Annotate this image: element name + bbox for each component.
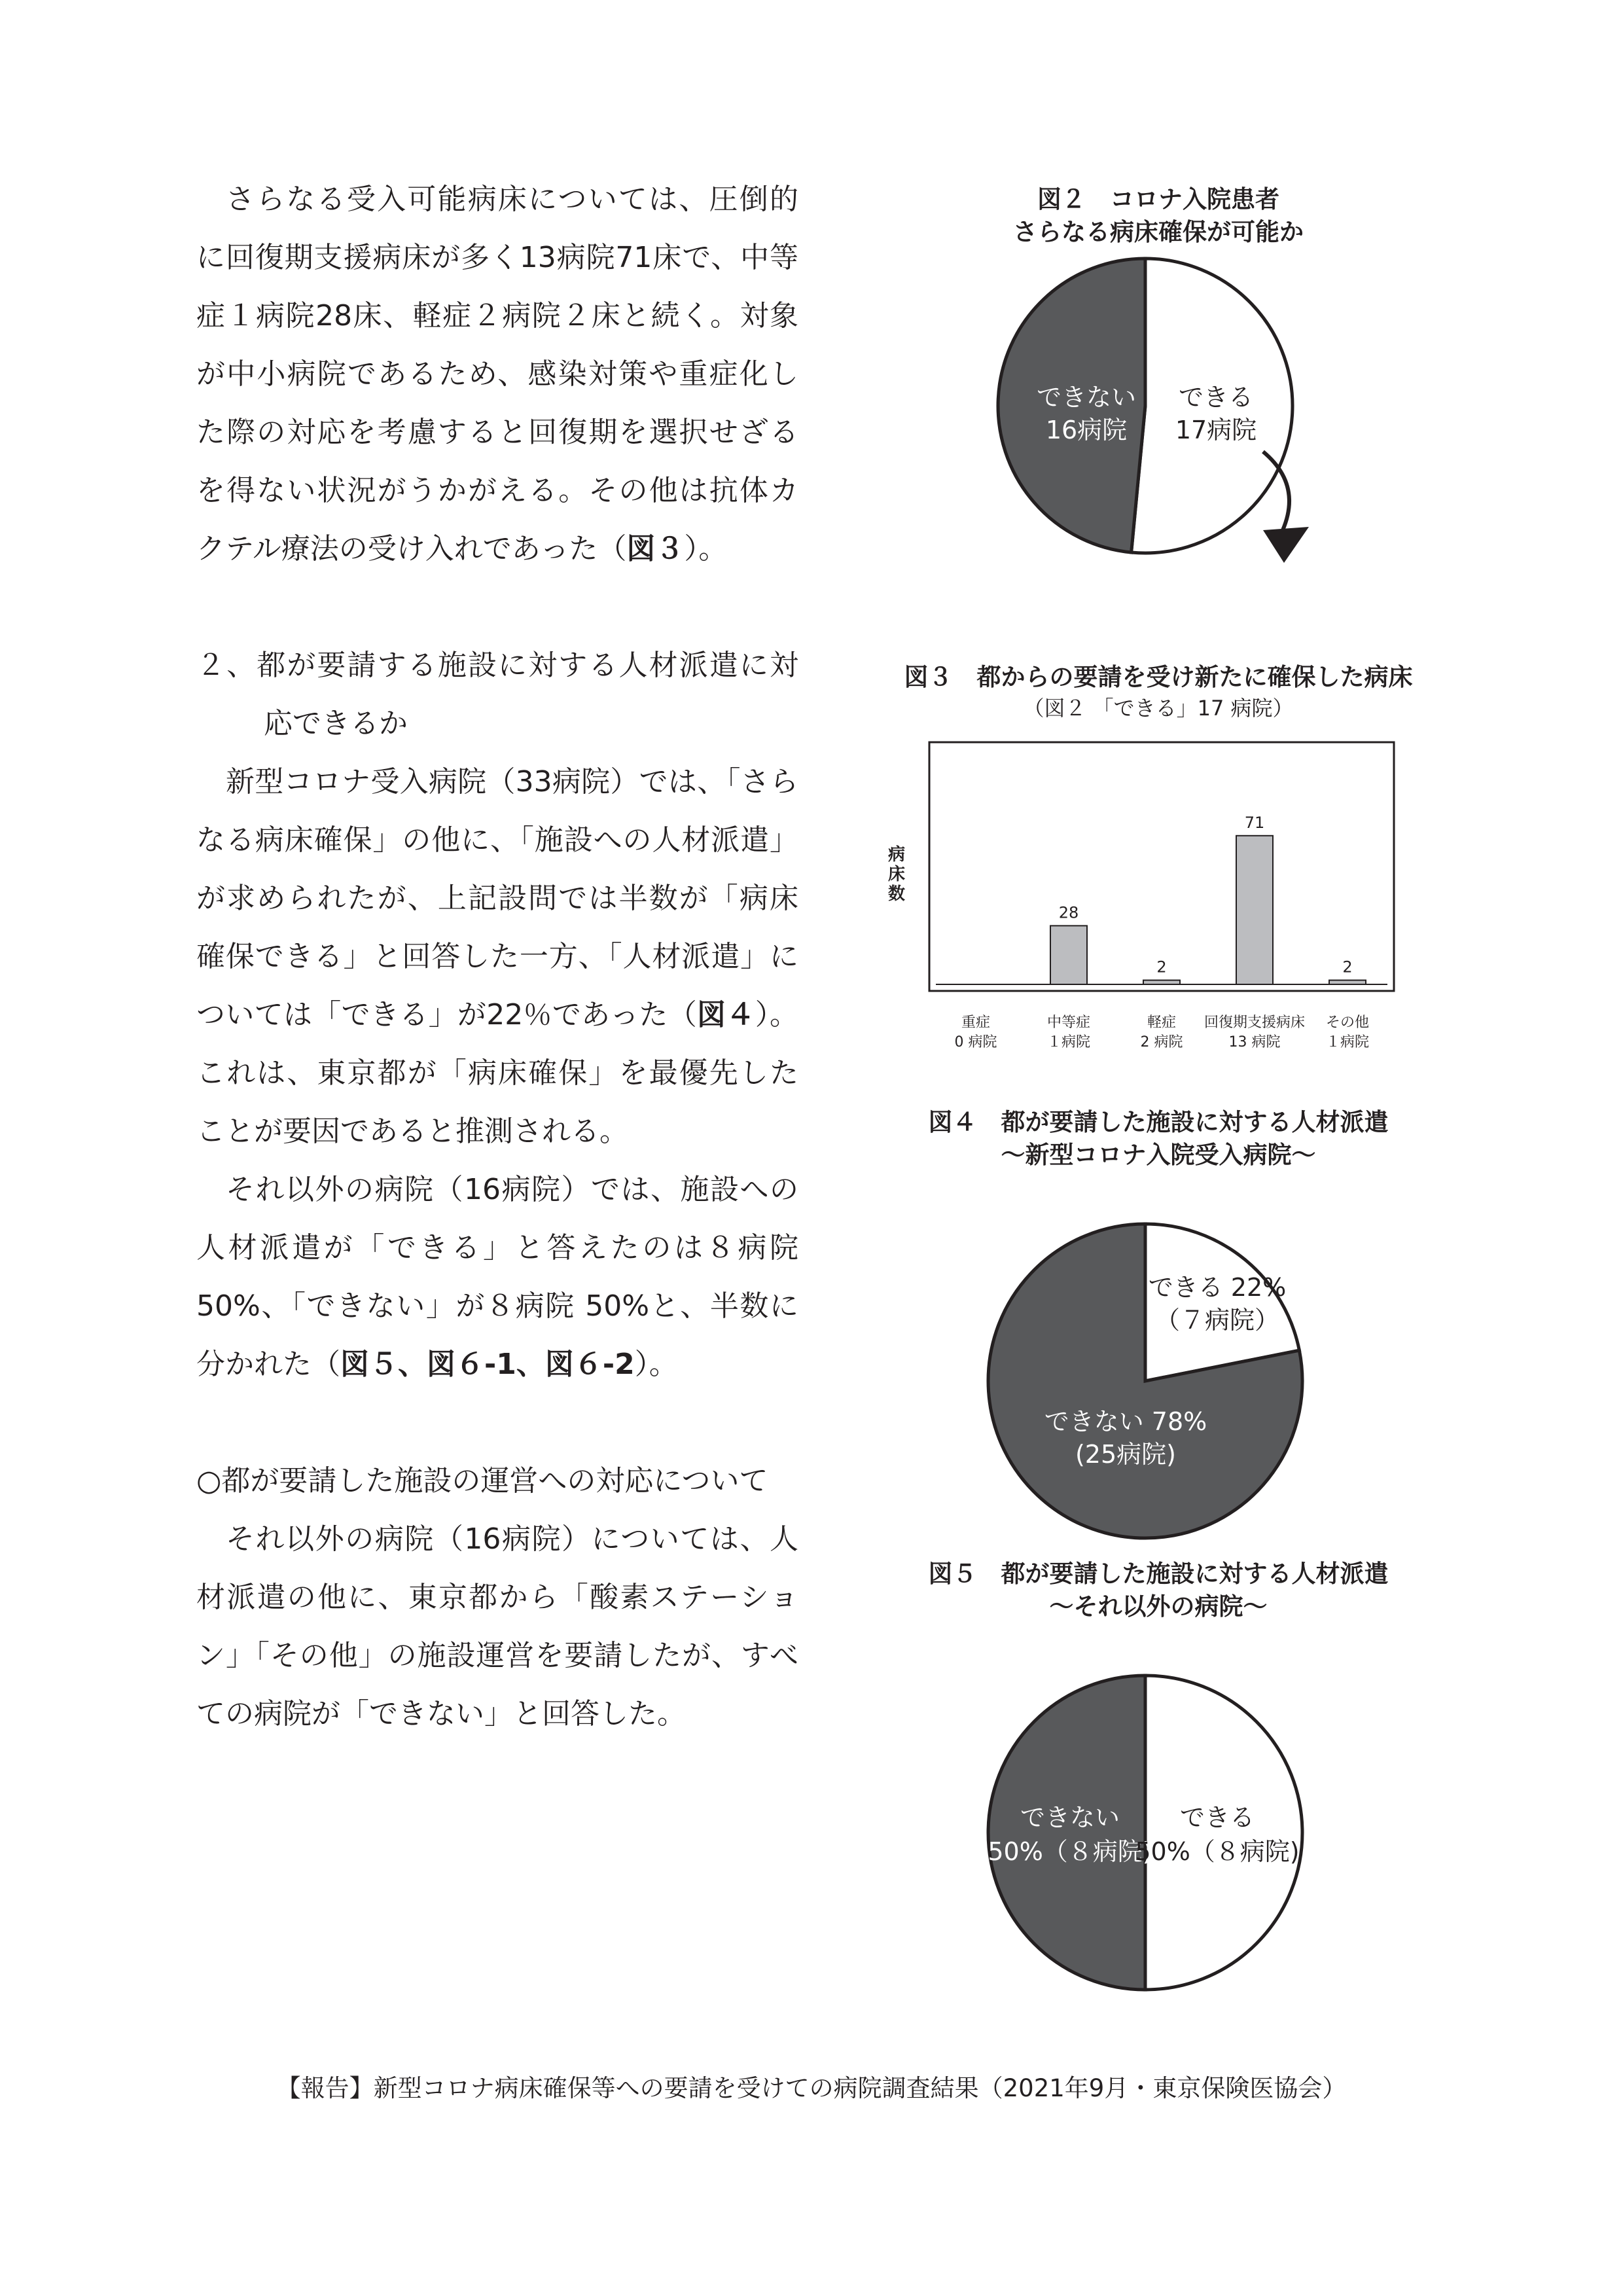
pie2-label-yes-1: できる (1178, 383, 1254, 412)
paragraph-2: 新型コロナ受入病院（33病院）では、「さらなる病床確保」の他に、「施設への人材派遣」が求められたが、上記設問では半数が「病床確保できる」と回答した一方、「人材派遣」については「できる」が22％であった（図４）。これは、東京都が「病床確保」を最優先したことが要因であると推測される。 (196, 765, 799, 1148)
x-tick-sublabel: １病院 (1325, 1034, 1370, 1050)
pie2-label-no-2: 16病院 (1045, 416, 1128, 444)
bar-軽症 (1143, 980, 1180, 984)
pie5-label-no-1: できない (1020, 1803, 1120, 1832)
figure-4 (844, 1106, 1472, 1558)
bar-その他 (1329, 980, 1366, 984)
figure-4-title-line1: 図４ 都が要請した施設に対する人材派遣 (928, 1108, 1389, 1136)
x-tick-sublabel: 2 病院 (1140, 1034, 1183, 1050)
figure-5-title-line1: 図５ 都が要請した施設に対する人材派遣 (928, 1560, 1389, 1588)
pie4-label-yes-1: できる 22% (1148, 1273, 1287, 1302)
bar-data-label: 28 (1058, 903, 1079, 922)
figure-3-title: 図３ 都からの要請を受け新たに確保した病床 (904, 663, 1413, 691)
subheading: ○都が要請した施設の運営への対応について (196, 1464, 768, 1498)
paragraph-3: それ以外の病院（16病院）では、施設への人材派遣が「できる」と答えたのは８病院 50%、「できない」が８病院 50%と、半数に分かれた（図５、図６-1、図６-2）。 (196, 1173, 798, 1381)
figure-ref: 図４ (697, 998, 755, 1031)
x-tick-sublabel: 0 病院 (954, 1034, 997, 1050)
x-tick-label: 重症 (961, 1014, 991, 1031)
pie4-label-no-2: (25病院) (1075, 1440, 1177, 1469)
x-tick-label: その他 (1325, 1014, 1370, 1031)
figure-3 (844, 661, 1472, 1106)
figure-2-title-line1: 図２ コロナ入院患者 (1037, 185, 1279, 213)
x-tick-sublabel: １病院 (1046, 1034, 1091, 1050)
figure-3-bar-chart (844, 723, 1472, 1089)
figure-4-pie (844, 1172, 1472, 1551)
figure-column (844, 183, 1472, 2042)
pie5-label-yes-1: できる (1179, 1803, 1255, 1832)
bar-data-label: 71 (1244, 813, 1265, 832)
figure-5-pie (844, 1623, 1472, 2029)
figure-5 (844, 1558, 1472, 2042)
x-tick-label: 軽症 (1147, 1014, 1177, 1031)
bar-data-label: 2 (1156, 958, 1167, 977)
figure-ref: 図５、図６-1、図６-2 (340, 1348, 635, 1381)
page-footer: 【報告】新型コロナ病床確保等への要請を受けての病院調査結果（2021年9月・東京保険医協会） (276, 2074, 1347, 2102)
figure-4-title-line2: 〜新型コロナ入院受入病院〜 (1001, 1141, 1316, 1169)
pie5-label-no-2: 50%（８病院) (988, 1837, 1152, 1866)
body-text (196, 170, 798, 1743)
pie4-label-no-1: できない 78% (1044, 1407, 1207, 1436)
paragraph-1: さらなる受入可能病床については、圧倒的に回復期支援病床が多く13病院71床で、中等症１病院28床、軽症２病院２床と続く。対象が中小病院であるため、感染対策や重症化した際の対応を考慮すると回復期を選択せざるを得ない状況がうかがえる。その他は抗体カクテル療法の受け入れであった（図３）。 (196, 183, 798, 565)
x-tick-label: 中等症 (1046, 1014, 1091, 1031)
pie2-label-no-1: できない (1036, 383, 1137, 412)
y-axis-label: 病 (887, 845, 906, 865)
figure-5-title-line2: 〜それ以外の病院〜 (1049, 1592, 1268, 1621)
bar-回復期支援病床 (1236, 836, 1273, 984)
y-axis-label: 数 (887, 884, 906, 904)
paragraph-5: それ以外の病院（16病院）については、人材派遣の他に、東京都から「酸素ステーション」「その他」の施設運営を要請したが、すべての病院が「できない」と回答した。 (196, 1522, 798, 1731)
section-heading: ２、都が要請する施設に対する人材派遣に対応できるか (196, 649, 798, 740)
pie5-slice-yes (1145, 1676, 1302, 1990)
bar-data-label: 2 (1342, 958, 1353, 977)
figure-2-title-line2: さらなる病床確保が可能か (1013, 218, 1304, 246)
figure-2 (844, 183, 1472, 661)
pie2-label-yes-2: 17病院 (1175, 416, 1257, 444)
figure-3-subtitle: （図２ 「できる」17 病院） (1023, 696, 1294, 721)
y-axis-label: 床 (887, 865, 906, 884)
figure-2-pie (844, 249, 1472, 661)
arrow-head-icon (1263, 527, 1309, 563)
pie4-label-yes-2: （７病院） (1154, 1306, 1280, 1335)
x-tick-label: 回復期支援病床 (1204, 1014, 1306, 1031)
x-tick-sublabel: 13 病院 (1228, 1034, 1281, 1050)
pie5-slice-no (988, 1676, 1145, 1990)
pie5-label-yes-2: 50%（８病院) (1135, 1837, 1300, 1866)
plot-frame (929, 742, 1394, 991)
bar-中等症 (1050, 925, 1087, 984)
figure-ref: 図３ (626, 532, 685, 565)
